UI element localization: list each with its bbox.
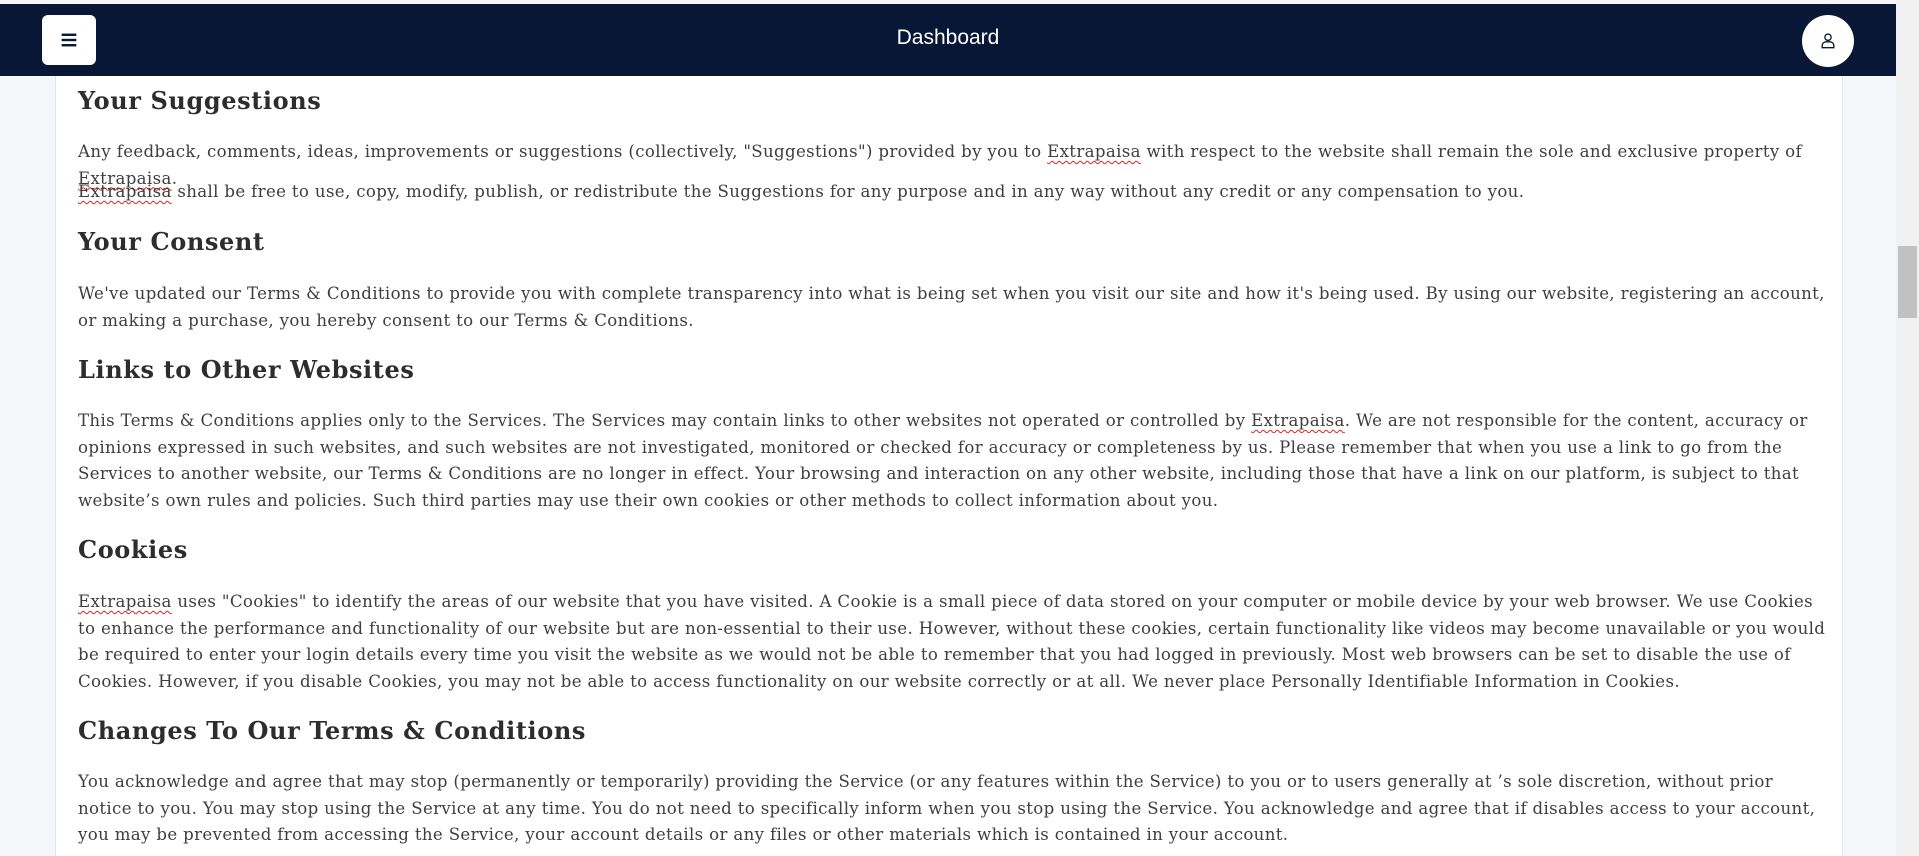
section-heading-changes: Changes To Our Terms & Conditions	[78, 716, 587, 745]
brand-name: Extrapaisa	[78, 592, 172, 611]
brand-name: Extrapaisa	[1047, 142, 1141, 161]
top-navbar	[0, 4, 1896, 76]
section-heading-consent: Your Consent	[78, 227, 265, 256]
page-title: Dashboard	[896, 26, 1000, 49]
section-paragraph: Extrapaisa shall be free to use, copy, modify, publish, or redistribute the Suggestions for any purpose and in any way without any credit or any compensation to you.	[78, 182, 1525, 201]
section-heading-links: Links to Other Websites	[78, 355, 415, 384]
brand-name: Extrapaisa	[78, 168, 172, 188]
section-heading-cookies: Cookies	[78, 535, 188, 564]
brand-name: Extrapaisa	[78, 182, 172, 201]
user-icon	[1818, 31, 1838, 51]
user-profile-button[interactable]	[1802, 15, 1854, 67]
section-paragraph: We've updated our Terms & Conditions to provide you with complete transparency into what is being set when you visit our site and how it's being used. By using our website, registering an account, or making a purchase, you hereby consent to our Terms & Conditions.	[78, 284, 1825, 330]
section-paragraph: Extrapaisa uses "Cookies" to identify the areas of our website that you have visited. A Cookie is a small piece of data stored on your computer or mobile device by your web browser. We use Cookies to enhance the performance and functionality of our website but are non-essential to their use. However, without these cookies, certain functionality like videos may become unavailable or you would be required to enter your login details every time you visit the website as we would not be able to remember that you had logged in previously. Most web browsers can be set to disable the use of Cookies. However, if you disable Cookies, you may not be able to access functionality on our website correctly or at all. We never place Personally Identifiable Information in Cookies.	[78, 592, 1826, 691]
scrollbar-thumb[interactable]	[1898, 246, 1917, 318]
section-paragraph: This Terms & Conditions applies only to the Services. The Services may contain links to other websites not operated or controlled by Extrapaisa. We are not responsible for the content, accuracy or opinions expressed in such websites, and such websites are not investigated, monitored or checked for accuracy or completeness by us. Please remember that when you use a link to go from the Services to another website, our Terms & Conditions are no longer in effect. Your browsing and interaction on any other website, including those that have a link on our platform, is subject to that website’s own rules and policies. Such third parties may use their own cookies or other methods to collect information about you.	[78, 411, 1808, 510]
section-heading-suggestions: Your Suggestions	[78, 86, 322, 115]
vertical-scrollbar[interactable]	[1896, 0, 1919, 856]
section-paragraph: Any feedback, comments, ideas, improvements or suggestions (collectively, "Suggestions") provided by you to Extrapaisa with respect to the website shall remain the sole and exclusive property of Extrapaisa.	[78, 142, 1803, 188]
section-paragraph: You acknowledge and agree that may stop (permanently or temporarily) providing the Service (or any features within the Service) to you or to users generally at ’s sole discretion, without prior notice to you. You may stop using the Service at any time. You do not need to specifically inform when you stop using the Service. You acknowledge and agree that if disables access to your account, you may be prevented from accessing the Service, your account details or any files or other materials which is contained in your account.	[78, 772, 1816, 844]
brand-name: Extrapaisa	[1251, 411, 1345, 430]
terms-card	[55, 76, 1843, 856]
